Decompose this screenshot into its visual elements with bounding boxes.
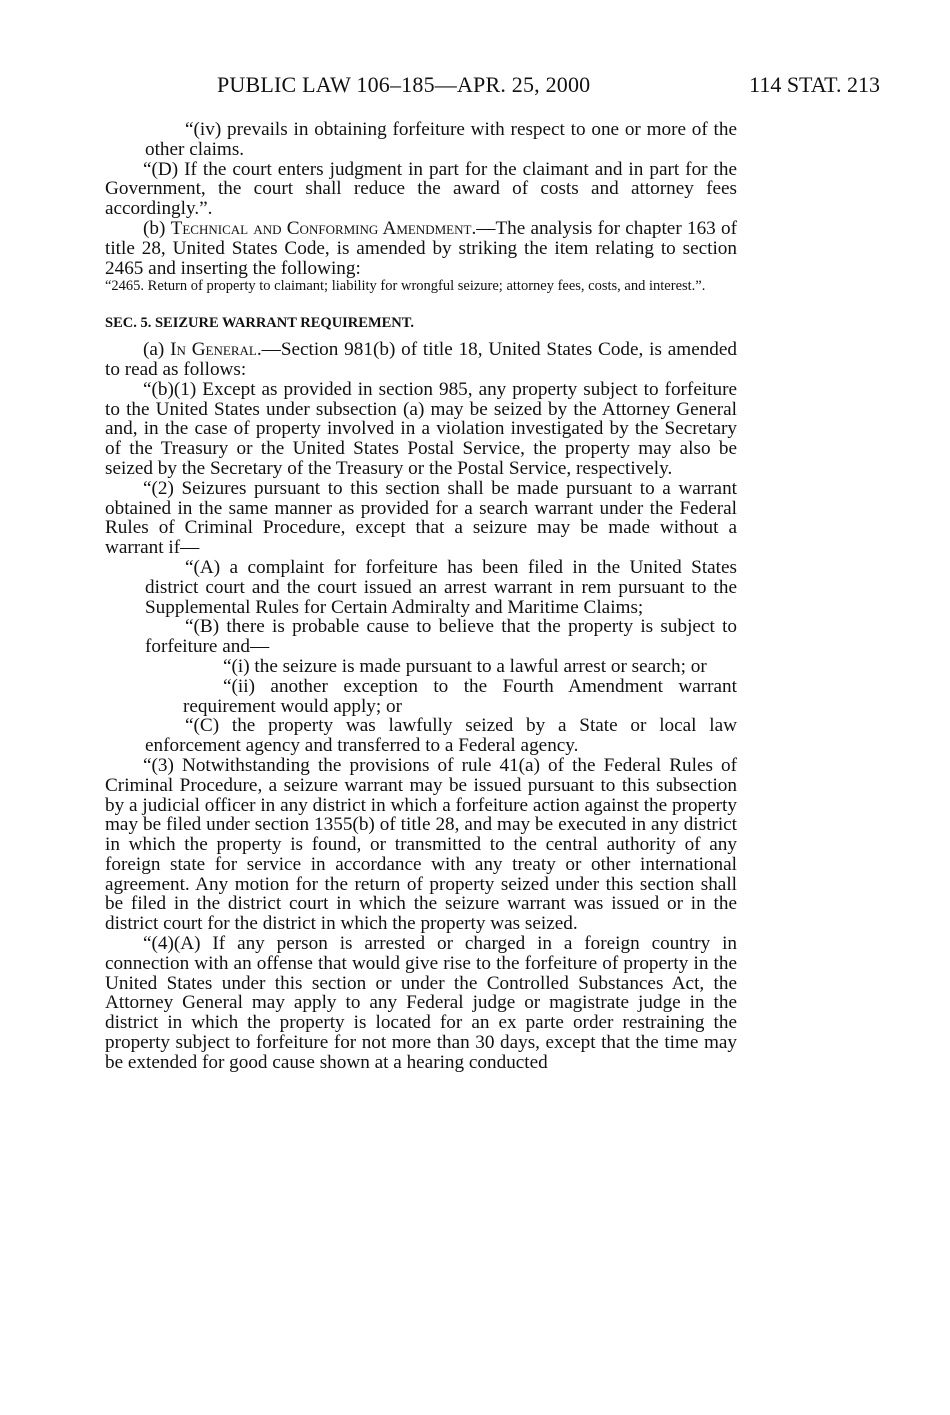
document-body [105, 120, 737, 1073]
section-heading: SEC. 5. SEIZURE WARRANT REQUIREMENT. [105, 315, 414, 332]
header-stat-page: 114 STAT. 213 [749, 72, 880, 97]
paragraph-i: “(i) the seizure is made pursuant to a lawful arrest or search; or [223, 655, 707, 677]
paragraph-b-amendment [105, 219, 737, 278]
paragraph-2: “(2) Seizures pursuant to this section shall be made pursuant to a warrant obtained in the same manner as provided for a search warrant under the Federal Rules of Criminal Procedure, except that a seizure may be made without a warrant if— [105, 477, 737, 559]
paragraph-ii: “(ii) another exception to the Fourth Amendment warrant requirement would apply; or [183, 675, 737, 717]
paragraph-B: “(B) there is probable cause to believe that the property is subject to forfeiture and— [145, 616, 737, 658]
heading-technical-amendment: Technical and Conforming Amendment. [170, 217, 477, 239]
label-a: (a) [143, 339, 171, 361]
text-b: —The analysis for chapter 163 of title 28, United States Code, is amended by striking the item relating to section 2465 and inserting the following: [105, 217, 737, 279]
text-a: —Section 981(b) of title 18, United States Code, is amended to read as follows: [105, 339, 738, 380]
label-b: (b) [143, 217, 171, 239]
analysis-item-2465: “2465. Return of property to claimant; liability for wrongful seizure; attorney fees, costs, and interest.”. [105, 278, 706, 295]
heading-in-general: In General. [170, 339, 262, 361]
paragraph-A: “(A) a complaint for forfeiture has been filed in the United States district court and the court issued an arrest warrant in rem pursuant to the Supplemental Rules for Certain Admiralty and Maritime Claims; [145, 556, 737, 618]
page-header [105, 72, 880, 102]
paragraph-4A: “(4)(A) If any person is arrested or charged in a foreign country in connection with an offense that would give rise to the forfeiture of property in the United States under this section or under the Controlled Substances Act, the Attorney General may apply to any Federal judge or magistrate judge in the district in which the property is located for an ex parte order restraining the property subject to forfeiture for not more than 30 days, except that the time may be extended for good cause shown at a hearing conducted [105, 933, 737, 1073]
paragraph-C: “(C) the property was lawfully seized by a State or local law enforcement agency and transferred to a Federal agency. [145, 715, 737, 757]
header-title: PUBLIC LAW 106–185—APR. 25, 2000 [217, 72, 591, 97]
paragraph-3: “(3) Notwithstanding the provisions of rule 41(a) of the Federal Rules of Criminal Procedure, a seizure warrant may be issued pursuant to this subsection by a judicial officer in any district in which a forfeiture action against the property may be filed under section 1355(b) of title 28, and may be executed in any district in which the property is found, or transmitted to the central authority of any foreign state for service in accordance with any treaty or other international agreement. Any motion for the return of property seized under this section shall be filed in the district court in which the seizure warrant was issued or in the district court for the district in which the property was seized. [105, 754, 737, 935]
paragraph-D: “(D) If the court enters judgment in part for the claimant and in part for the Government, the court shall reduce the award of costs and attorney fees accordingly.”. [105, 158, 737, 220]
paragraph-a-general [105, 340, 737, 380]
paragraph-b1: “(b)(1) Except as provided in section 985, any property subject to forfeiture to the United States under subsection (a) may be seized by the Attorney General and, in the case of property involved in a violation investigated by the Secretary of the Treasury or the United States Postal Service, the property may also be seized by the Secretary of the Treasury or the Postal Service, respectively. [105, 378, 737, 479]
paragraph-iv: “(iv) prevails in obtaining forfeiture with respect to one or more of the other claims. [145, 119, 737, 160]
